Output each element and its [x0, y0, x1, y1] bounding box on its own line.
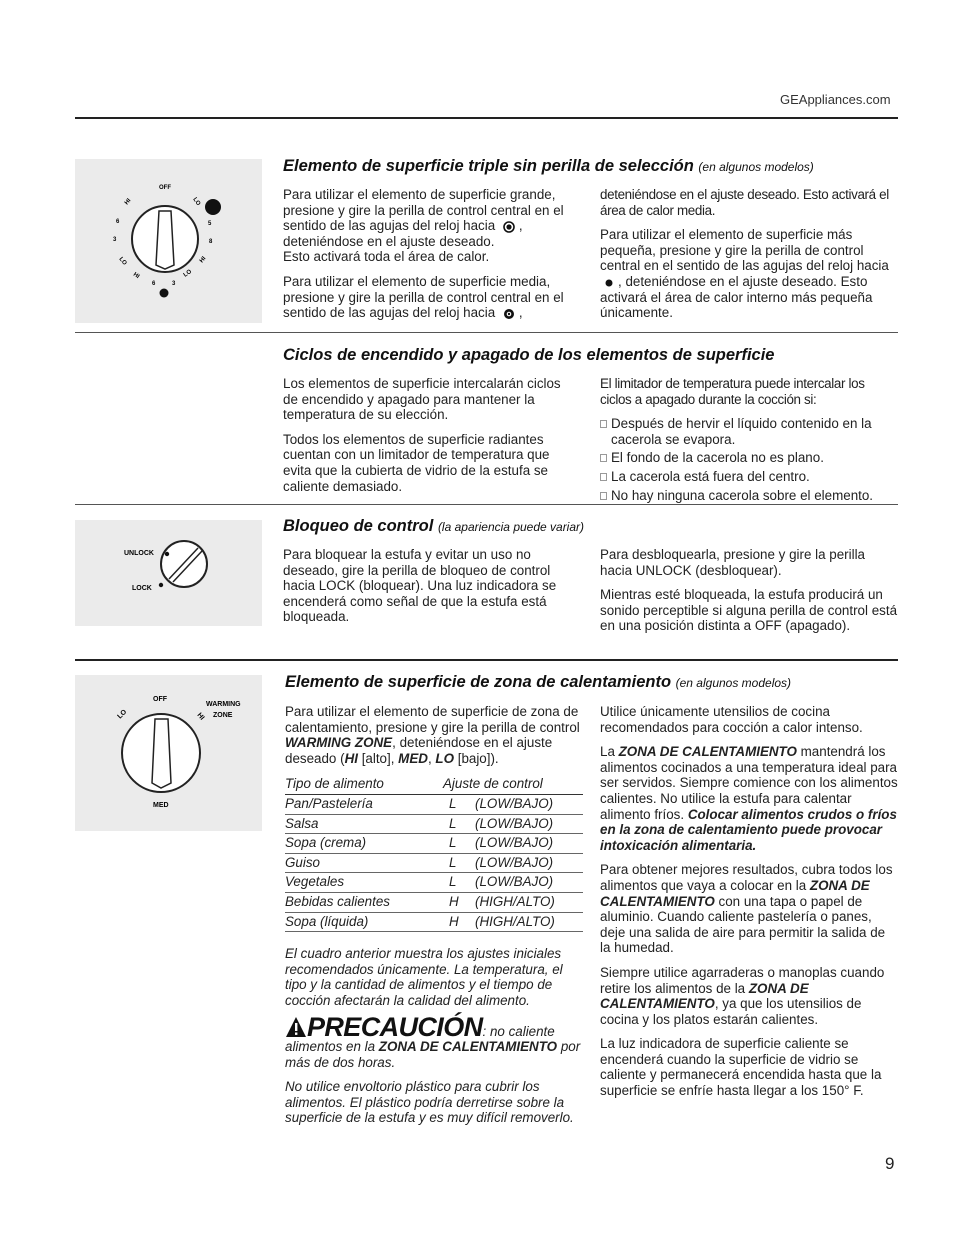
knob-3-label: 3	[113, 237, 117, 243]
triple-left-column: Para utilizar el elemento de superficie grande, presione y gire la perilla de control central en el sentido de las agujas del reloj hacia , deteniéndose en el ajuste deseado. Esto activará toda el área de calor. Para utilizar el elemento de superficie media, presione y gire la perilla de control central en el sentido de las agujas del reloj hacia ,	[283, 187, 564, 321]
knob-8-label: 8	[209, 239, 213, 245]
small-element-dot	[160, 289, 169, 298]
food-cell: Sopa (crema)	[285, 834, 443, 854]
triple-knob-panel	[75, 159, 262, 323]
warning-triangle-icon	[285, 1016, 307, 1038]
large-ring-icon	[503, 221, 515, 233]
caution-block: PRECAUCIÓN: no caliente alimentos en la ZONA DE CALENTAMIENTO por más de dos horas.	[285, 1011, 581, 1070]
wknob-zone-label: ZONE	[213, 712, 233, 719]
table-header-setting: Ajuste de control	[443, 775, 583, 794]
wknob-med-label: MED	[153, 802, 169, 809]
lock-indicator-dot	[159, 583, 163, 587]
large-element-dot	[205, 199, 221, 215]
knob-unlock-label: UNLOCK	[124, 550, 154, 557]
table-note: El cuadro anterior muestra los ajustes iniciales recomendados únicamente. La temperatura, el tipo y la cantidad de alimentos y el tiempo de cocción afectarán la calidad del alimento.	[285, 946, 563, 1008]
triple-title: Elemento de superficie triple sin perilla de selección (en algunos modelos)	[283, 157, 814, 175]
cycles-left-column: Los elementos de superficie intercalarán ciclos de encendido y apagado para mantener la temperatura de su elección. Todos los elementos de superficie radiantes cuentan con un limitador de temperatura que evita que la cubierta de vidrio de la estufa se caliente demasiado.	[283, 376, 561, 494]
food-cell: Sopa (líquida)	[285, 912, 443, 932]
lock-knob-illustration	[75, 520, 262, 626]
knob-hi2-label: HI	[198, 255, 208, 265]
warming-knob-illustration	[75, 675, 262, 831]
knob-pointer	[156, 211, 174, 269]
food-settings-table	[285, 775, 583, 932]
setting-cell: (LOW/BAJO)	[475, 853, 583, 873]
table-row	[285, 794, 583, 814]
table-header-food: Tipo de alimento	[285, 775, 443, 794]
caution-title: PRECAUCIÓN	[307, 1011, 483, 1042]
setting-code-cell: L	[443, 873, 475, 893]
setting-code-cell: H	[443, 892, 475, 912]
section-rule-1	[75, 332, 898, 333]
cycles-bullet: La cacerola está fuera del centro.	[600, 469, 898, 485]
setting-cell: (HIGH/ALTO)	[475, 912, 583, 932]
table-row	[285, 912, 583, 932]
table-row	[285, 873, 583, 893]
knob-5-label: 5	[208, 221, 212, 227]
wknob-off-label: OFF	[153, 696, 167, 703]
section-rule-3	[75, 659, 898, 661]
knob-off-label: OFF	[159, 185, 171, 191]
knob-lo-label: LO	[191, 196, 202, 207]
knob-lock-label: LOCK	[132, 585, 152, 592]
setting-cell: (LOW/BAJO)	[475, 794, 583, 814]
warming-knob-pointer	[152, 719, 171, 788]
table-row	[285, 814, 583, 834]
site-url: GEAppliances.com	[780, 92, 891, 107]
lock-left-column: Para bloquear la estufa y evitar un uso no deseado, gire la perilla de bloqueo de control hacia LOCK (bloquear). Una luz indicadora se encenderá como señal de que la estufa está bloqueada.	[283, 547, 557, 625]
food-cell: Pan/Pastelería	[285, 794, 443, 814]
setting-cell: (LOW/BAJO)	[475, 814, 583, 834]
cycles-right-column: El limitador de temperatura puede intercalar los ciclos a apagado durante la cocción si: Después de hervir el líquido contenido en la cacerola se evapora. El fondo de la cacerola no es plano. La cacerola está fuera del centro. No hay ninguna cacerola sobre el elemento.	[600, 376, 898, 506]
triple-right-column: deteniéndose en el ajuste deseado. Esto activará el área de calor media. Para utilizar el elemento de superficie más pequeña, presione y gire la perilla de control central en el sentido de las agujas del reloj hacia , deteniéndose en el ajuste deseado. Esto activará el área de calor interno más pequeña únicamente.	[600, 187, 889, 321]
setting-cell: (LOW/BAJO)	[475, 873, 583, 893]
setting-code-cell: L	[443, 814, 475, 834]
triple-knob-illustration	[75, 159, 262, 323]
knob-lo2-label: LO	[117, 256, 128, 267]
knob-hi3-label: HI	[131, 271, 141, 281]
setting-code-cell: L	[443, 794, 475, 814]
plastic-note: No utilice envoltorio plástico para cubrir los alimentos. El plástico podría derretirse sobre la superficie de la estufa y es muy difícil removerlo.	[285, 1079, 574, 1126]
setting-code-cell: L	[443, 853, 475, 873]
setting-code-cell: L	[443, 834, 475, 854]
cycles-bullet: El fondo de la cacerola no es plano.	[600, 450, 898, 466]
knob-6b-label: 6	[152, 281, 156, 287]
warming-title: Elemento de superficie de zona de calentamiento (en algunos modelos)	[285, 673, 792, 691]
knob-lo3-label: LO	[182, 268, 193, 279]
wknob-hi-label: HI	[195, 711, 206, 722]
lock-knob-panel	[75, 520, 262, 626]
knob-6-label: 6	[116, 219, 120, 225]
table-row	[285, 834, 583, 854]
wknob-warming-label: WARMING	[206, 701, 241, 708]
lock-right-column: Para desbloquearla, presione y gire la perilla hacia UNLOCK (desbloquear). Mientras esté bloqueada, la estufa producirá un sonido perceptible si alguna perilla de control está en una posición distinta a OFF (apagado).	[600, 547, 898, 634]
lock-title: Bloqueo de control (la apariencia puede variar)	[283, 517, 585, 535]
cycles-title: Ciclos de encendido y apagado de los elementos de superficie	[283, 346, 775, 364]
table-row	[285, 853, 583, 873]
setting-cell: (HIGH/ALTO)	[475, 892, 583, 912]
header-rule	[75, 117, 898, 119]
food-cell: Guiso	[285, 853, 443, 873]
table-header-row	[285, 775, 583, 794]
food-cell: Bebidas calientes	[285, 892, 443, 912]
knob-3b-label: 3	[172, 281, 176, 287]
setting-cell: (LOW/BAJO)	[475, 834, 583, 854]
medium-ring-icon	[503, 308, 515, 320]
small-dot-icon	[604, 277, 614, 287]
warming-right-column: Utilice únicamente utensilios de cocina recomendados para cocción a calor intenso. La ZONA DE CALENTAMIENTO mantendrá los alimentos cocinados a una temperatura ideal para ser servidos. Siempre comience con los alimentos calientes. No utilice la estufa para calentar alimento fríos. Colocar alimentos crudos o fríos en la zona de calentamiento puede provocar intoxicación alimentaria. Para obtener mejores resultados, cubra todos los alimentos que vaya a colocar en la ZONA DE CALENTAMIENTO con una tapa o papel de aluminio. Cuando caliente pastelería o panes, deje una salida de aire para permitir la salida de la humedad. Siempre utilice agarraderas o manoplas cuando retire los alimentos de la ZONA DE CALENTAMIENTO, ya que los utensilios de cocina y los platos estarán calientes. La luz indicadora de superficie caliente se encenderá cuando la superficie de vidrio se caliente y permanecerá encendida hasta que la superficie se enfríe hasta llegar a los 150° F.	[600, 704, 898, 1099]
table-row	[285, 892, 583, 912]
unlock-indicator-dot	[165, 552, 169, 556]
knob-hi-label: HI	[123, 197, 133, 207]
section-rule-2	[75, 504, 898, 505]
cycles-bullet: Después de hervir el líquido contenido en la cacerola se evapora.	[600, 416, 898, 447]
warming-left-column: Para utilizar el elemento de superficie de zona de calentamiento, presione y gire la perilla de control WARMING ZONE, deteniéndose en el ajuste deseado (HI [alto], MED, LO [bajo]). Tipo de alimento Ajuste de control Pan/Pastelería L (LOW/BAJO) Salsa L (LOW/BAJO) Sopa (crema) L (LOW/BAJO) Guiso L (LOW/BAJO) Vegetales L (LOW/BAJO) Bebidas calientes H (HIGH/ALTO) Sopa (líquida) H (HIGH/ALTO) El cuadro anterior muestra los ajustes iniciales recomendados únicamente. La temperatura, el tipo y la cantidad de alimentos y el tiempo de cocción afectarán la calidad del alimento. PRECAUCIÓN: no caliente alimentos en la ZONA DE CALENTAMIENTO por más de dos horas. No utilice envoltorio plástico para cubrir los alimentos. El plástico podría derretirse sobre la superficie de la estufa y es muy difícil removerlo.	[285, 704, 581, 1135]
food-cell: Vegetales	[285, 873, 443, 893]
cycles-bullet: No hay ninguna cacerola sobre el elemento.	[600, 488, 898, 504]
warming-knob-panel	[75, 675, 262, 831]
setting-code-cell: H	[443, 912, 475, 932]
page-number: 9	[885, 1154, 895, 1173]
wknob-lo-label: LO	[116, 708, 129, 721]
food-cell: Salsa	[285, 814, 443, 834]
